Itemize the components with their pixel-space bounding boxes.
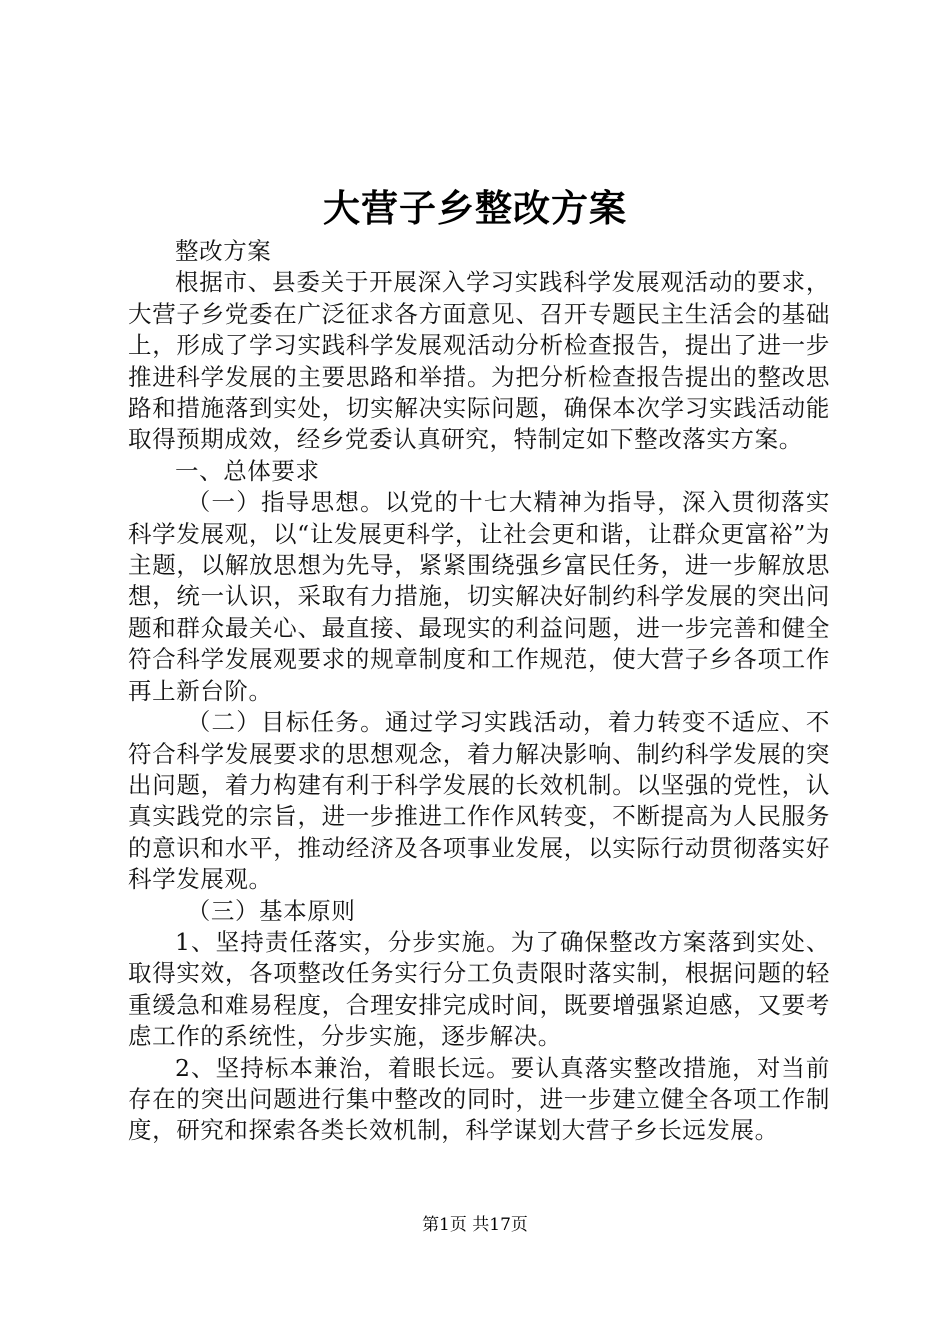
paragraph-heading-plan: 整改方案 <box>175 237 272 265</box>
document-body <box>128 236 830 1147</box>
paragraph-guiding-ideology: （一）指导思想。以党的十七大精神为指导，深入贯彻落实科学发展观，以“让发展更科学，让社会更和谐，让群众更富裕”为主题，以解放思想为先导，紧紧围绕强乡富民任务，进一步解放思想，统一认识，采取有力措施，切实解决好制约科学发展的突出问题和群众最关心、最直接、最现实的利益问题，进一步完善和健全符合科学发展观要求的规章制度和工作规范，使大营子乡各项工作再上新台阶。 <box>128 488 830 705</box>
paragraph-principle-2: 2、坚持标本兼治，着眼长远。要认真落实整改措施，对当前存在的突出问题进行集中整改的同时，进一步建立健全各项工作制度，研究和探索各类长效机制，科学谋划大营子乡长远发展。 <box>128 1053 830 1145</box>
document-title: 大营子乡整改方案 <box>323 186 627 230</box>
section-heading-general-requirements: 一、总体要求 <box>175 456 320 485</box>
paragraph-intro: 根据市、县委关于开展深入学习实践科学发展观活动的要求，大营子乡党委在广泛征求各方面意见、召开专题民主生活会的基础上，形成了学习实践科学发展观活动分析检查报告，提出了进一步推进科学发展的主要思路和举措。为把分析检查报告提出的整改思路和措施落到实处，切实解决实际问题，确保本次学习实践活动能取得预期成效，经乡党委认真研究，特制定如下整改落实方案。 <box>128 268 830 454</box>
paragraph-principle-1: 1、坚持责任落实，分步实施。为了确保整改方案落到实处、取得实效，各项整改任务实行分工负责限时落实制，根据问题的轻重缓急和难易程度，合理安排完成时间，既要增强紧迫感，又要考虑工作的系统性，分步实施，逐步解决。 <box>128 927 830 1051</box>
paragraph-goals-tasks: （二）目标任务。通过学习实践活动，着力转变不适应、不符合科学发展要求的思想观念，着力解决影响、制约科学发展的突出问题，着力构建有利于科学发展的长效机制。以坚强的党性，认真实践党的宗旨，进一步推进工作作风转变，不断提高为人民服务的意识和水平，推动经济及各项事业发展，以实际行动贯彻落实好科学发展观。 <box>128 708 830 894</box>
page-footer: 第1页 共17页 <box>422 1215 528 1235</box>
paragraph-basic-principles-heading: （三）基本原则 <box>186 896 356 925</box>
